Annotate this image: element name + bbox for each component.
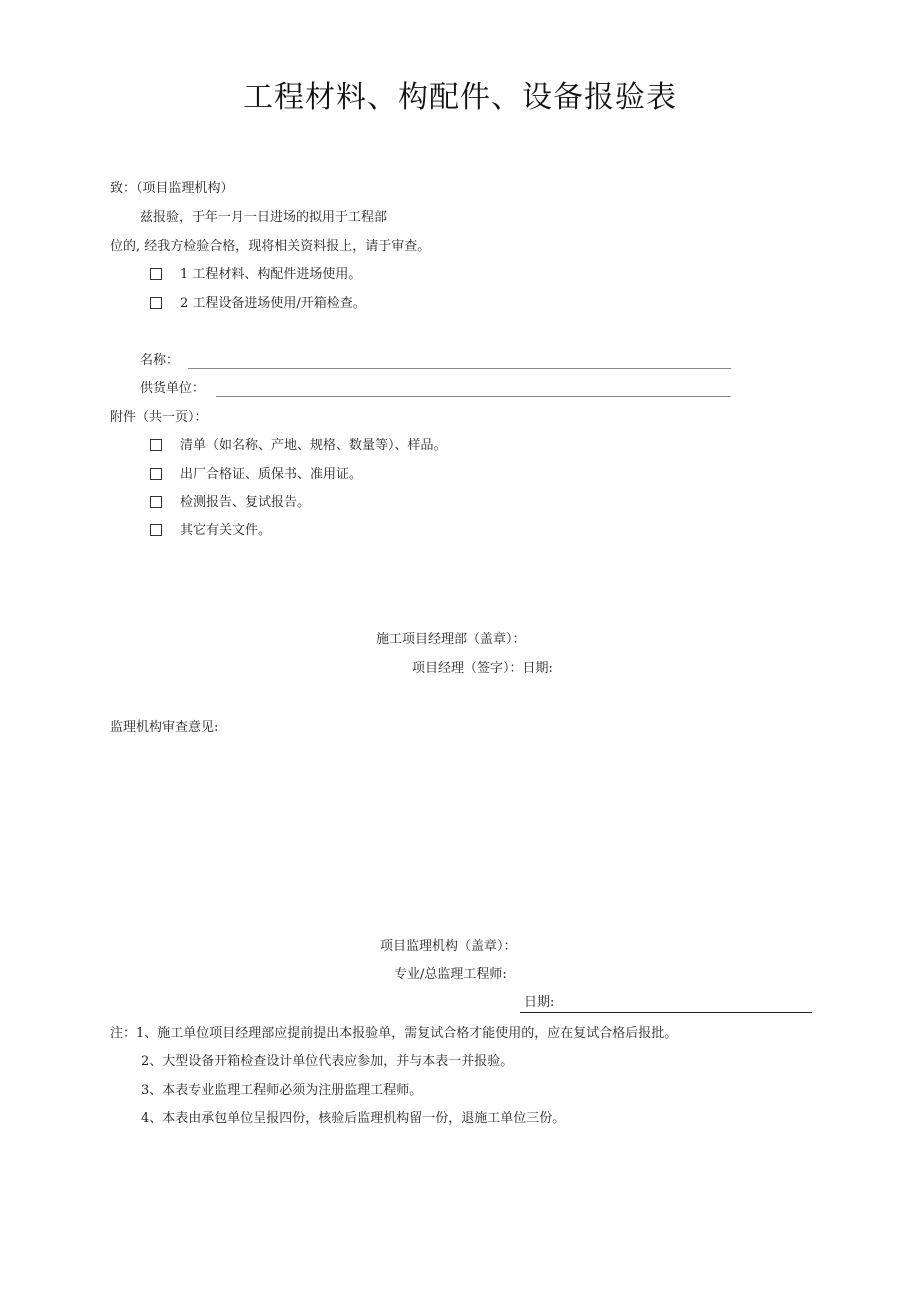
attachment-label: 出厂合格证、质保书、准用证。	[180, 467, 363, 482]
addressee: 致：（项目监理机构）	[110, 181, 234, 196]
attachment-label: 检测报告、复试报告。	[180, 495, 311, 510]
checkbox[interactable]	[150, 439, 162, 451]
page-title: 工程材料、构配件、设备报验表	[243, 80, 677, 115]
note-4: 4、本表由承包单位呈报四份，核验后监理机构留一份，退施工单位三份。	[141, 1111, 566, 1126]
checkbox[interactable]	[150, 297, 162, 309]
supervision-opinion-label: 监理机构审查意见:	[110, 720, 219, 735]
body-text-line-2: 位的, 经我方检验合格，现将相关资料报上，请于审查。	[110, 239, 431, 254]
date-field[interactable]	[520, 1012, 812, 1013]
option-materials[interactable]	[150, 266, 361, 284]
attachment-item-certificate[interactable]	[150, 466, 362, 484]
body-text-line-1: 兹报验，于年一月一日进场的拟用于工程部	[140, 210, 388, 225]
checkbox[interactable]	[150, 468, 162, 480]
supplier-field[interactable]	[216, 396, 731, 397]
option-equipment[interactable]	[150, 295, 366, 313]
supplier-label: 供货单位：	[140, 381, 206, 396]
project-manager-label: 项目经理（签字）：日期:	[412, 661, 553, 676]
note-1: 注：1、施工单位项目经理部应提前提出本报验单，需复试合格才能使用的，应在复试合格后报批。	[110, 1026, 678, 1041]
checkbox[interactable]	[150, 524, 162, 536]
attachment-item-list[interactable]	[150, 437, 447, 455]
supervision-org-label: 项目监理机构（盖章）：	[380, 939, 517, 954]
checkbox[interactable]	[150, 496, 162, 508]
attachments-label: 附件（共一页）：	[110, 410, 208, 425]
attachment-item-other[interactable]	[150, 522, 271, 540]
supervision-engineer-label: 专业/总监理工程师:	[394, 967, 507, 982]
name-field[interactable]	[188, 368, 731, 369]
attachment-label: 其它有关文件。	[180, 523, 272, 538]
option-label: 1 工程材料、构配件进场使用。	[180, 267, 362, 282]
contractor-dept-label: 施工项目经理部（盖章）：	[376, 632, 526, 647]
date-label: 日期:	[524, 995, 555, 1010]
checkbox[interactable]	[150, 268, 162, 280]
name-label: 名称：	[140, 353, 180, 368]
attachment-label: 清单（如名称、产地、规格、数量等）、样品。	[180, 438, 447, 453]
attachment-item-test-report[interactable]	[150, 494, 310, 512]
option-label: 2 工程设备进场使用/开箱检查。	[180, 296, 366, 311]
note-2: 2、大型设备开箱检查设计单位代表应参加，并与本表一并报验。	[141, 1054, 514, 1069]
note-3: 3、本表专业监理工程师必须为注册监理工程师。	[141, 1083, 423, 1098]
